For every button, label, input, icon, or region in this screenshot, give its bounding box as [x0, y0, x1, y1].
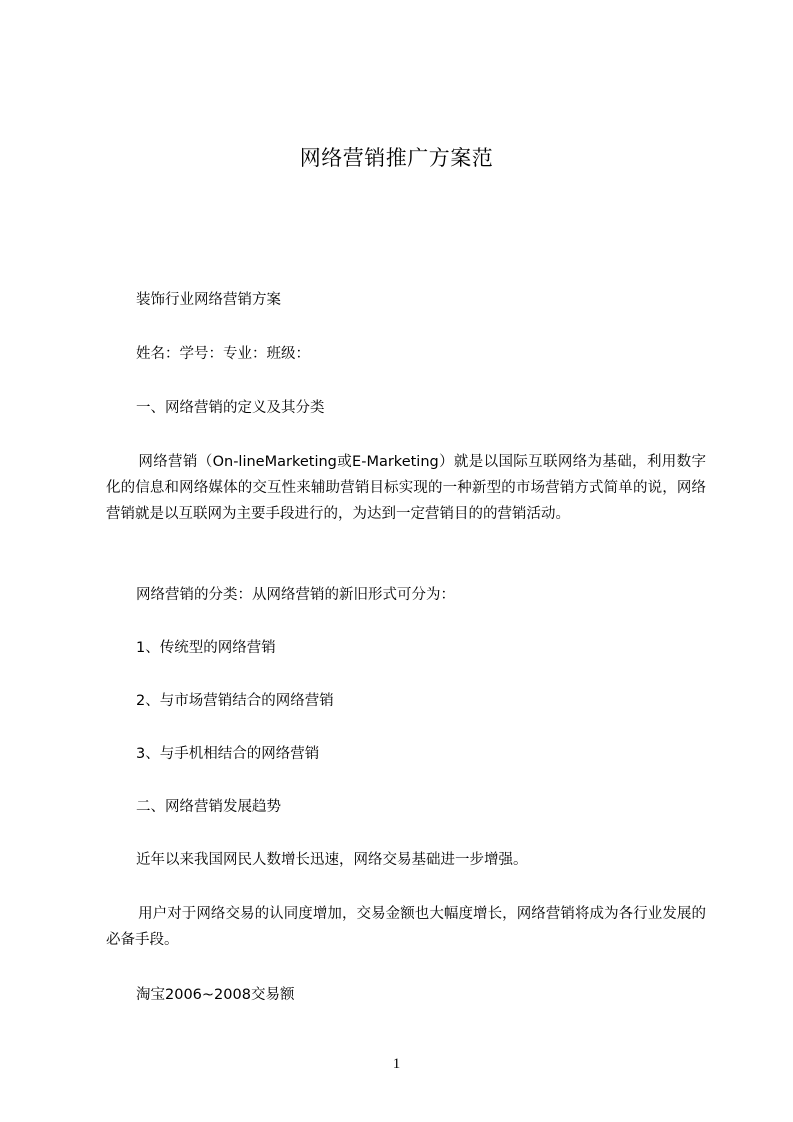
section-heading-definition: 一、网络营销的定义及其分类	[136, 400, 325, 416]
trend-paragraph-2-text: 用户对于网络交易的认同度增加，交易金额也大幅度增长，网络营销将成为各行业发展的必备手段。	[106, 906, 706, 948]
student-info-line: 姓名：学号：专业：班级：	[136, 346, 310, 362]
list-item-traditional: 1、传统型的网络营销	[136, 640, 276, 656]
section-heading-trends: 二、网络营销发展趋势	[136, 799, 281, 815]
trend-paragraph-1: 近年以来我国网民人数增长迅速，网络交易基础进一步增强。	[136, 852, 528, 868]
list-item-market-combined: 2、与市场营销结合的网络营销	[136, 693, 334, 709]
list-item-mobile-combined: 3、与手机相结合的网络营销	[136, 746, 320, 762]
subtitle: 装饰行业网络营销方案	[136, 292, 281, 308]
definition-paragraph	[106, 449, 706, 527]
taobao-caption: 淘宝2006~2008交易额	[136, 987, 295, 1003]
page-number: 1	[392, 1056, 401, 1072]
classification-intro: 网络营销的分类：从网络营销的新旧形式可分为：	[136, 587, 455, 603]
trend-paragraph-2	[106, 901, 706, 953]
definition-paragraph-text: 网络营销（On-lineMarketing或E-Marketing）就是以国际互联网络为基础，利用数字化的信息和网络媒体的交互性来辅助营销目标实现的一种新型的市场营销方式简单的说，网络营销就是以互联网为主要手段进行的，为达到一定营销目的的营销活动。	[106, 454, 706, 522]
document-title: 网络营销推广方案范	[299, 146, 494, 170]
